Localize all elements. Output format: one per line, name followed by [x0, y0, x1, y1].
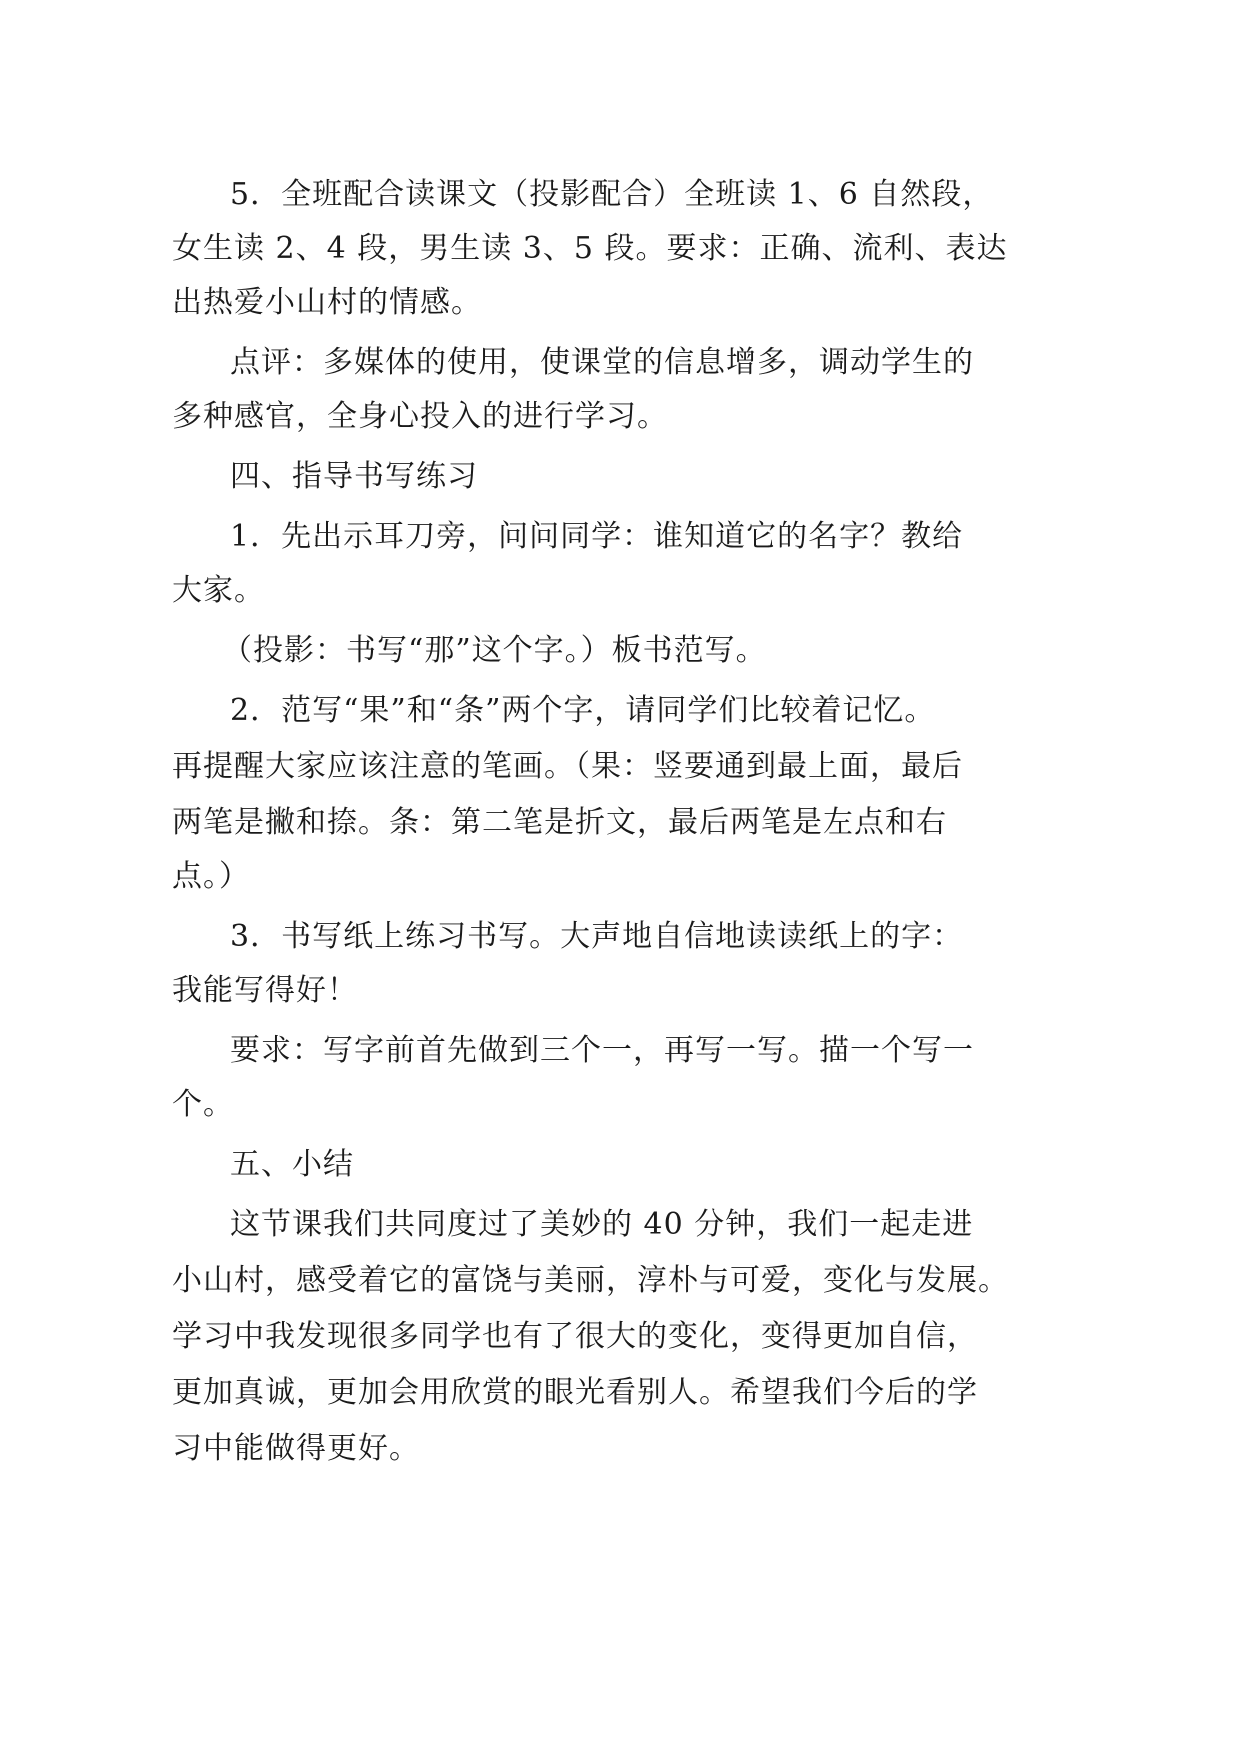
line-text: 点。）: [172, 859, 250, 894]
paragraph-line: [0, 962, 1241, 1020]
line-text: 我能写得好！: [172, 973, 358, 1008]
paragraph-line: [0, 1420, 1241, 1478]
line-text: 习中能做得更好。: [172, 1431, 420, 1466]
paragraph-line: [0, 738, 1241, 796]
paragraph-line: [0, 794, 1241, 852]
paragraph-line: [0, 388, 1241, 446]
line-text: 1．先出示耳刀旁，问问同学：谁知道它的名字？教给: [230, 519, 964, 554]
line-text: 2．范写“果”和“条”两个字，请同学们比较着记忆。: [230, 693, 936, 728]
paragraph-line: [0, 1364, 1241, 1422]
paragraph-line: [0, 1308, 1241, 1366]
line-text: 5．全班配合读课文（投影配合）全班读 1、6 自然段，: [230, 177, 994, 212]
section-heading: [0, 1136, 1241, 1194]
paragraph-line: [0, 1022, 1241, 1080]
paragraph-line: [0, 682, 1241, 740]
section-heading: [0, 448, 1241, 506]
paragraph-line: [0, 1076, 1241, 1134]
line-text: 3．书写纸上练习书写。大声地自信地读读纸上的字：: [230, 919, 964, 954]
line-text: 小山村，感受着它的富饶与美丽，淳朴与可爱，变化与发展。: [172, 1263, 1009, 1298]
line-text: 学习中我发现很多同学也有了很大的变化，变得更加自信，: [172, 1319, 978, 1354]
paragraph-line: [0, 848, 1241, 906]
line-text: 点评：多媒体的使用，使课堂的信息增多，调动学生的: [230, 345, 974, 380]
line-text: 这节课我们共同度过了美妙的 40 分钟，我们一起走进: [230, 1207, 974, 1242]
line-text: 两笔是撇和捺。条：第二笔是折文，最后两笔是左点和右: [172, 805, 947, 840]
line-text: 再提醒大家应该注意的笔画。（果：竖要通到最上面，最后: [172, 749, 963, 784]
line-text: 要求：写字前首先做到三个一，再写一写。描一个写一: [230, 1033, 974, 1068]
line-text: （投影：书写“那”这个字。）板书范写。: [222, 633, 767, 668]
paragraph-line: [0, 274, 1241, 332]
line-text: 四、指导书写练习: [230, 459, 478, 494]
paragraph-line: [0, 334, 1241, 392]
paragraph-line: [0, 562, 1241, 620]
line-text: 大家。: [172, 573, 265, 608]
line-text: 出热爱小山村的情感。: [172, 285, 482, 320]
line-text: 个。: [172, 1087, 234, 1122]
line-text: 更加真诚，更加会用欣赏的眼光看别人。希望我们今后的学: [172, 1375, 978, 1410]
line-text: 女生读 2、4 段，男生读 3、5 段。要求：正确、流利、表达: [172, 231, 1008, 266]
paragraph-line: [0, 908, 1241, 966]
paragraph-line: [0, 1252, 1241, 1310]
paragraph-line: [0, 622, 1241, 680]
paragraph-line: [0, 508, 1241, 566]
line-text: 五、小结: [230, 1147, 354, 1182]
paragraph-line: [0, 166, 1241, 224]
paragraph-line: [0, 1196, 1241, 1254]
line-text: 多种感官，全身心投入的进行学习。: [172, 399, 668, 434]
paragraph-line: [0, 220, 1241, 278]
